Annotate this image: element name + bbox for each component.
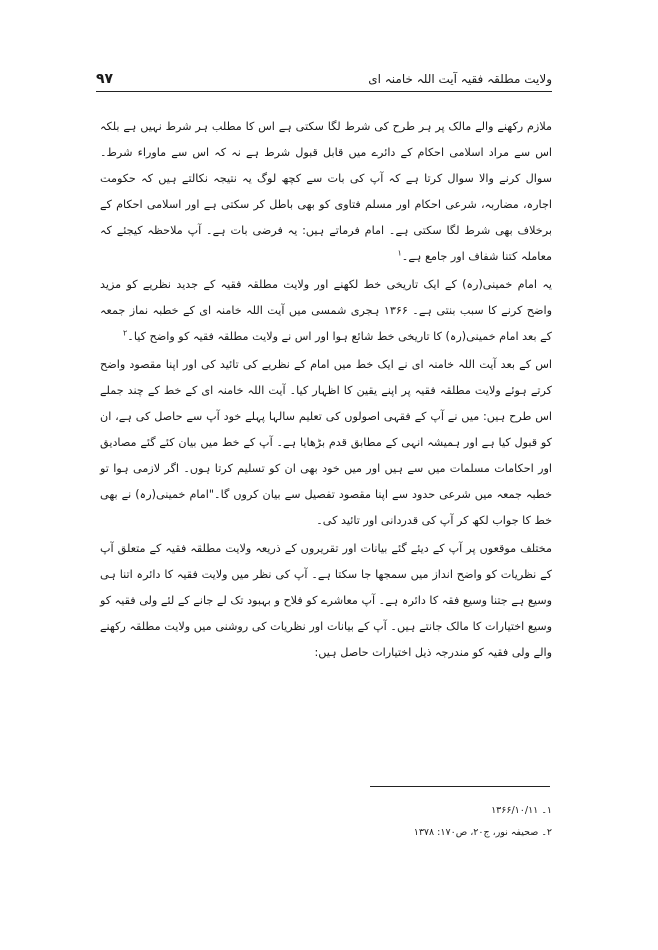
footnote-ref: ۱ — [397, 248, 402, 258]
paragraph-text: اس کے بعد آیت اللہ خامنہ ای نے ایک خط میں امام کے نظریے کی تائید کی اور اپنا مقصود واضح کرتے ہوئے ولایت مطلقہ فقیہ پر اپنے یقین کا اظہار کیا۔ آیت اللہ خامنہ ای کے خط کے چند جملے اس طرح ہیں: میں نے آپ کے فقہی اصولوں کی تعلیم سالہا پہلے خود آپ سے حاصل کی ہے، ان کو قبول کیا ہے اور ہمیشہ انہی کے مطابق قدم بڑھایا ہے۔ آپ کے خط میں بیان کئے گئے مصادیق اور احکامات مسلمات میں سے ہیں اور میں خود بھی ان کو تسلیم کرتا ہوں۔ اگر لازمی ہوا تو خطبہ جمعہ میں شرعی حدود سے اپنا مقصود تفصیل سے بیان کروں گا۔"امام خمینی(رہ) نے بھی خط کا جواب لکھ کر آپ کی قدردانی اور تائید کی۔ — [100, 358, 552, 527]
paragraph — [100, 114, 552, 270]
paragraph — [100, 272, 552, 350]
running-header — [96, 62, 552, 88]
footnote: ۲۔ صحیفہ نور، ج۲۰، ص۱۷۰: ۱۳۷۸ — [413, 827, 552, 838]
body-text — [100, 114, 552, 666]
paragraph — [100, 352, 552, 534]
paragraph-text: مختلف موقعوں پر آپ کے دیئے گئے بیانات اور تقریروں کے ذریعہ ولایت مطلقہ فقیہ کے متعلق آپ کے نظریات کو واضح انداز میں سمجھا جا سکتا ہے۔ آپ کی نظر میں ولایت فقیہ کا دائرہ اتنا ہی وسیع ہے جتنا وسیع فقہ کا دائرہ ہے۔ آپ معاشرے کو فلاح و بہبود تک لے جانے کے لئے ولی فقیہ کو وسیع اختیارات کا مالک جانتے ہیں۔ آپ کے بیانات اور نظریات کی روشنی میں ولایت مطلقہ رکھنے والے ولی فقیہ کو مندرجہ ذیل اختیارات حاصل ہیں: — [100, 542, 552, 659]
footnote-divider — [370, 786, 550, 787]
footnote-ref: ۲ — [122, 328, 128, 338]
paragraph-text: ملازم رکھنے والے مالک پر ہر طرح کی شرط لگا سکتی ہے اس کا مطلب ہر شرط نہیں ہے بلکہ اس سے مراد اسلامی احکام کے دائرے میں قابل قبول شرط ہے نہ کہ اس سے ماوراء شرط۔ سوال کرنے والا سوال کرتا ہے کہ آپ کی بات سے کچھ لوگ یہ نتیجہ نکالتے ہیں کہ حکومت اجارہ، مضاربہ، شرعی احکام اور مسلم فتاوی کو بھی باطل کر سکتی ہے اور اسلامی احکام کے برخلاف بھی شرط لگا سکتی ہے۔ امام فرماتے ہیں: یہ فرضی بات ہے۔ آپ ملاحظہ کیجئے کہ معاملہ کتنا شفاف اور جامع ہے۔ — [100, 120, 552, 263]
paragraph — [100, 536, 552, 666]
footnote: ۱۔ ۱۳۶۶/۱۰/۱۱ — [491, 805, 552, 816]
running-title: ولایت مطلقہ فقیہ آیت اللہ خامنہ ای — [368, 72, 552, 86]
paragraph-text: یہ امام خمینی(رہ) کے ایک تاریخی خط لکھنے اور ولایت مطلقہ فقیہ کے جدید نظریے کو مزید واضح کرنے کا سبب بنتی ہے۔ ۱۳۶۶ ہجری شمسی میں آیت اللہ خامنہ ای کے خطبہ نماز جمعہ کے بعد امام خمینی(رہ) کا تاریخی خط شائع ہوا اور اس نے ولایت مطلقہ فقیہ کو واضح کیا۔ — [100, 278, 552, 343]
header-divider — [96, 91, 552, 92]
page-number: ۹۷ — [96, 71, 114, 87]
footnotes — [100, 800, 552, 844]
